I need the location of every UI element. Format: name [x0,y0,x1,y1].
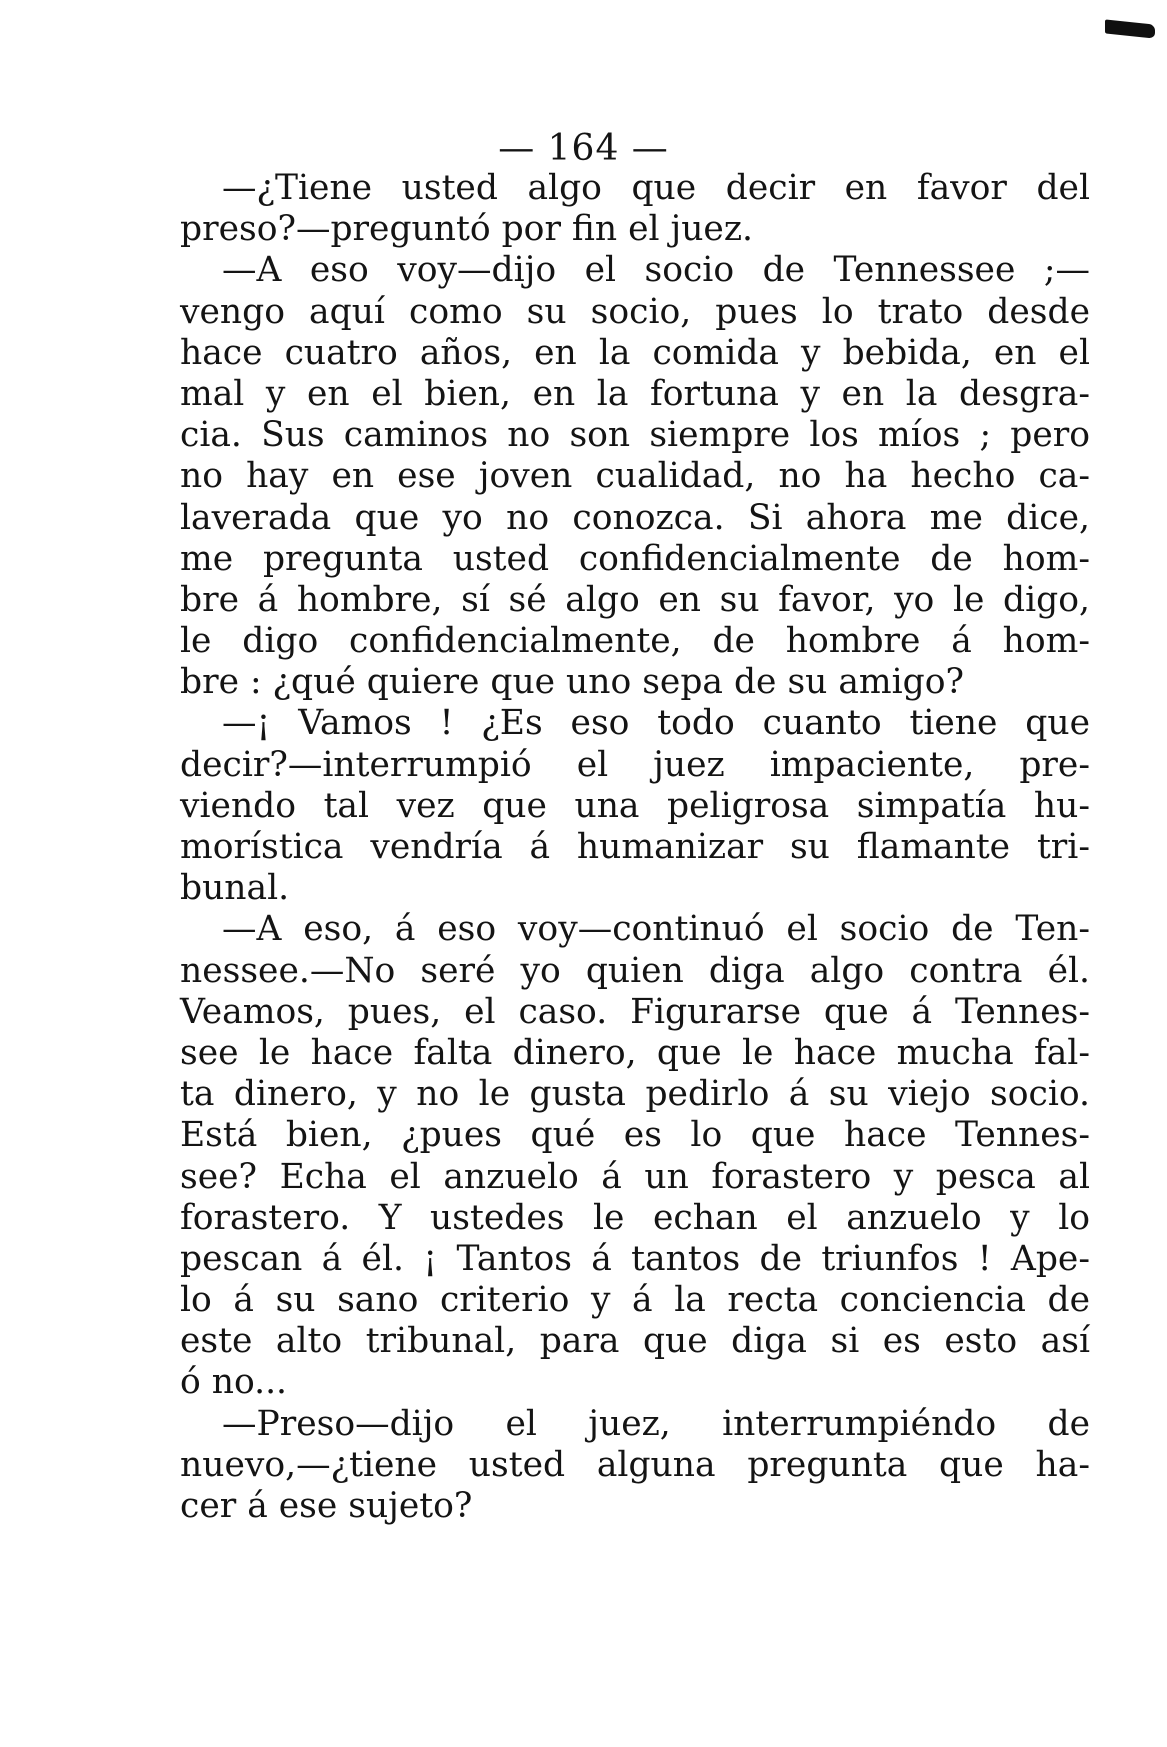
text-line: see le hace falta dinero, que le hace mucha fal- [180,1032,1090,1073]
text-line: bunal. [180,868,290,909]
text-line: —A eso, á eso voy—continuó el socio de Ten- [222,909,1090,950]
text-line: bre : ¿qué quiere que uno sepa de su amigo? [180,662,964,703]
text-line: viendo tal vez que una peligrosa simpatía hu- [180,785,1090,826]
text-line: laverada que yo no conozca. Si ahora me dice, [180,497,1090,538]
text-line: ta dinero, y no le gusta pedirlo á su viejo socio. [180,1074,1090,1115]
text-line: preso?—preguntó por fin el juez. [180,209,753,250]
text-line: hace cuatro años, en la comida y bebida, en el [180,332,1090,373]
text-line: vengo aquí como su socio, pues lo trato desde [180,291,1090,332]
text-line: cia. Sus caminos no son siempre los míos ; pero [180,415,1090,456]
text-line: morística vendría á humanizar su flamante tri- [180,827,1090,867]
text-line: lo á su sano criterio y á la recta conciencia de [180,1280,1090,1321]
text-line: decir?—interrumpió el juez impaciente, pre- [180,744,1090,785]
body-text [180,168,1090,1527]
text-line: nuevo,—¿tiene usted alguna pregunta que ha- [180,1444,1090,1485]
text-line: mal y en el bien, en la fortuna y en la desgra- [180,373,1090,414]
text-line: forastero. Y ustedes le echan el anzuelo y lo [180,1197,1090,1238]
text-line: —A eso voy—dijo el socio de Tennessee ;— [222,250,1090,291]
text-line: me pregunta usted confidencialmente de hom- [180,538,1090,579]
text-line: Veamos, pues, el caso. Figurarse que á Tennes- [180,991,1090,1032]
text-line: see? Echa el anzuelo á un forastero y pesca al [180,1156,1090,1197]
text-line: —Preso—dijo el juez, interrumpiéndo de [222,1403,1090,1444]
corner-ink-mark [1105,19,1155,38]
text-line: cer á ese sujeto? [180,1486,473,1526]
text-line: —¡ Vamos ! ¿Es eso todo cuanto tiene que [222,703,1090,744]
text-line: —¿Tiene usted algo que decir en favor del [222,168,1090,208]
text-line: le digo confidencialmente, de hombre á hom- [180,621,1090,662]
text-line: ó no... [180,1362,288,1403]
text-line: pescan á él. ¡ Tantos á tantos de triunfos ! Ape- [180,1238,1090,1279]
page-number: — 164 — [498,128,669,169]
text-line: este alto tribunal, para que diga si es esto así [180,1321,1090,1362]
text-line: bre á hombre, sí sé algo en su favor, yo le digo, [180,579,1090,620]
text-line: nessee.—No seré yo quien diga algo contra él. [180,950,1090,991]
text-line: no hay en ese joven cualidad, no ha hecho ca- [180,456,1090,497]
text-line: Está bien, ¿pues qué es lo que hace Tennes- [180,1115,1090,1156]
